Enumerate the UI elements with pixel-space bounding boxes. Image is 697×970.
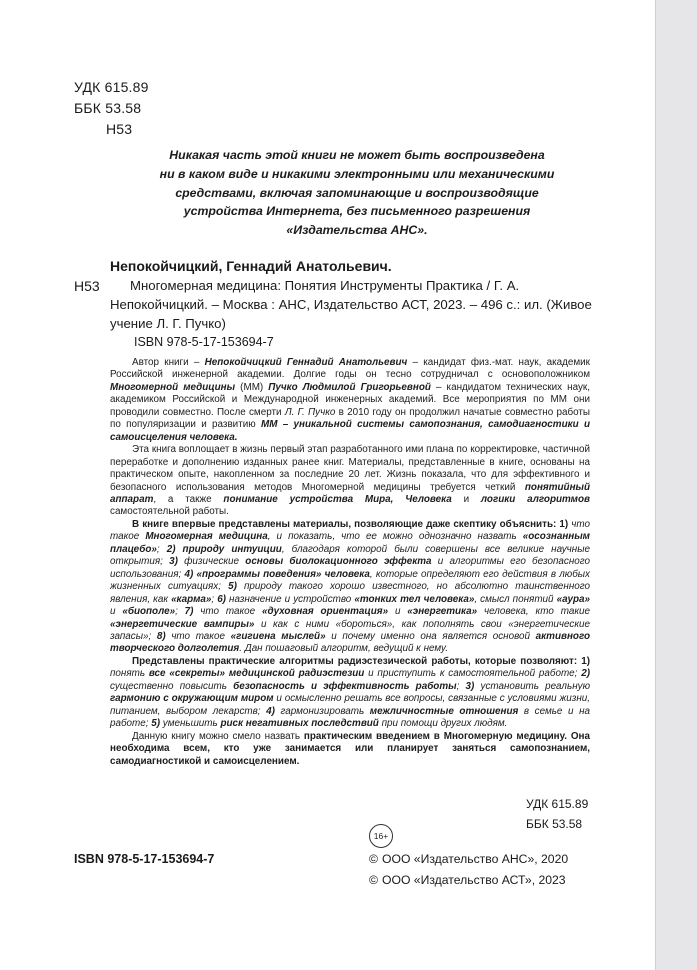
text-run: гармонию с окружающим миром [110,693,274,705]
notice-line: «Издательства АНС». [286,223,428,238]
annotation [110,357,590,768]
text-run: самостоятельной работы. [110,506,229,518]
text-run: понимание устройства Мира, Человека [223,493,452,505]
notice-line: средствами, включая запоминающие и воспроизводящие [175,185,539,200]
page-edge [655,0,697,970]
text-run: существенно повысить [110,680,234,692]
text-run: – кандидатом технических наук, академиком Российской и Международной инженерных академий. Все мероприятия по ММ они проводили совместно. После смерти [110,381,590,418]
text-run: при помощи других людям. [378,718,508,730]
text-run: Непокойчицкий Геннадий Анатольевич [204,357,408,368]
record-author-mark: Н53 [74,278,100,294]
text-run: риск негативных последствий [220,718,379,730]
text-run: «тонких тел человека» [354,593,475,605]
text-run: 6) [217,593,226,605]
text-run: Автор книги – [132,357,205,368]
notice-line: ни в каком виде и никакими электронными или механическими [159,166,555,181]
text-run: – кандидат физ.-мат. наук, академик Российской инженерной академии. Долгие годы он тесно сотрудничал с основоположником [110,357,590,381]
record-title: Многомерная медицина: Понятия Инструменты Практика / Г. А. Непокойчицкий. – Москва : АНС, Издательство АСТ, 2023. – 496 с.: ил. (Живое учение Л. Г. Пучко) [110,278,592,331]
text-run: ; [456,680,466,692]
text-run: , а также [153,493,224,505]
text-run: человека, кто такие [477,606,590,618]
text-run: понять [110,668,149,680]
text-run: практическим введением в Многомерную медицину. Она необходима всем, кто уже занимается или планирует заняться самопознанием, самодиагностикой и самоисцелением. [110,730,590,767]
text-run: межличностные отношения [369,705,519,717]
text-run: и [451,493,481,505]
text-run: основы биолокационного эффекта [245,556,432,568]
text-run: Многомерной медицины [110,381,236,393]
text-run: Эта книга воплощает в жизнь первый этап разработанного ими плана по корректировке, частичной переработке и дополнению изданных ранее книг. Материалы, представленные в книге, основаны на практическом опыте, накопленном за последние 20 лет. Жизнь показала, что для эффективного и безопасного использования методов Многомерной медицины требуется четкий [110,444,590,493]
notice-line: Никакая часть этой книги не может быть воспроизведена [169,148,545,162]
copyright-symbol: © [369,873,378,887]
text-run: 8) [156,630,166,642]
text-run: природу такого хорошо известного, но абсолютно таинственного явления, как [110,581,590,605]
text-run: Данную книгу можно смело назвать [132,730,304,742]
copyright-text: ООО «Издательство АНС», 2020 [381,852,569,866]
text-run: «карма» [171,593,212,605]
text-run: «духовная ориентация» [261,606,389,618]
footer-bbk: ББК 53.58 [526,817,583,831]
annotation-paragraph [110,656,590,731]
text-run: и алгоритмы его безопасного использования; [110,556,591,580]
text-run: «осознанным плацебо» [110,531,590,555]
text-run: , смысл понятий [474,593,557,605]
text-run: Представлены практические алгоритмы радиэстезической работы, которые позволяют: 1) [132,655,590,667]
text-run: и осмысленно решать все вопросы, связанные с условиями жизни, питанием, выбором лекарств; [110,693,590,717]
text-run: назначение и устройство [225,593,355,605]
text-run: уменьшить [160,718,221,730]
annotation-paragraph [110,731,590,768]
text-run: ММ – уникальной системы самопознания, самодиагностики и самоисцеления человека. [110,419,590,443]
text-run: «энергетические вампиры» [110,618,255,630]
text-run: В книге впервые представлены материалы, позволяющие даже скептику объяснить: 1) [132,518,569,530]
text-run: что такое [193,606,262,618]
copyright-notice [118,146,596,240]
text-run: что такое [110,518,590,543]
text-run: в семье и на работе; [110,705,590,730]
text-run: «биополе» [122,606,176,618]
text-run: «энергетика» [407,606,478,618]
copyright-symbol: © [369,852,378,866]
text-run: Многомерная медицина [145,531,268,543]
record-author: Непокойчицкий, Геннадий Анатольевич. [110,258,392,274]
text-run: и [388,606,408,618]
text-run: 3) [169,556,178,568]
text-run: (ММ) [235,381,269,393]
text-run: установить реальную [474,680,590,692]
text-run: понятийный аппарат [110,481,590,505]
text-run: 2) [581,668,590,680]
text-run: 4) «программы поведения» человека [184,568,370,580]
annotation-paragraph [110,444,590,519]
text-run: логики алгоритмов [480,493,590,505]
text-run: «гигиена мыслей» [230,630,326,642]
notice-line: устройства Интернета, без письменного разрешения [183,204,531,219]
text-run: «аура» [556,593,590,605]
text-run: Л. Г. Пучко [284,406,336,418]
footer-isbn: ISBN 978-5-17-153694-7 [74,852,215,866]
text-run: и почему именно она является основой [325,630,536,642]
text-run: Пучко Людмилой Григорьевной [268,381,431,393]
footer-udk: УДК 615.89 [526,797,589,811]
text-run: и приступить к самостоятельной работе; [364,668,582,680]
text-run: гармонизировать [274,705,370,717]
text-run: в 2010 году он продолжил начатые совместно работы по популяризации и развитию [110,406,590,431]
text-run: ; [175,606,185,618]
annotation-paragraph [110,519,590,656]
text-run: ; [211,593,218,605]
text-run: 7) [184,606,194,618]
annotation-paragraph [110,357,590,444]
author-mark: Н53 [106,121,133,137]
text-run: . Дан пошаговый алгоритм, ведущий к нему. [239,643,449,655]
text-run: активного творческого долголетия [110,630,590,655]
text-run: 3) [465,680,475,692]
text-run: и [110,606,123,618]
text-run: что такое [165,630,231,642]
udk-code: УДК 615.89 [74,79,149,95]
age-rating-badge: 16+ [369,824,393,848]
text-run: 5) [151,718,161,730]
text-run: безопасность и эффективность работы [233,680,457,692]
record-isbn: ISBN 978-5-17-153694-7 [134,335,274,349]
copyright-ans [369,852,568,866]
copyright-text: ООО «Издательство АСТ», 2023 [381,873,566,887]
text-run: 5) [228,581,237,593]
text-run: и как с ними «бороться», как пополнять свои «энергетические запасы»; [110,618,590,642]
copyright-ast [369,873,566,887]
text-run: все «секреты» медицинской радиэстезии [148,668,365,680]
text-run: 4) [266,705,275,717]
text-run: ; [156,543,167,555]
bbk-code: ББК 53.58 [74,100,142,116]
text-run: , которые определяют его действия в любых жизненных ситуациях; [110,568,590,593]
text-run: , благодаря которой были совершены все великие научные открытия; [110,543,590,568]
text-run: физические [177,556,246,568]
text-run: , и показать, что ее можно однозначно назвать [267,531,523,543]
text-run: 2) природу интуиции [166,543,282,555]
